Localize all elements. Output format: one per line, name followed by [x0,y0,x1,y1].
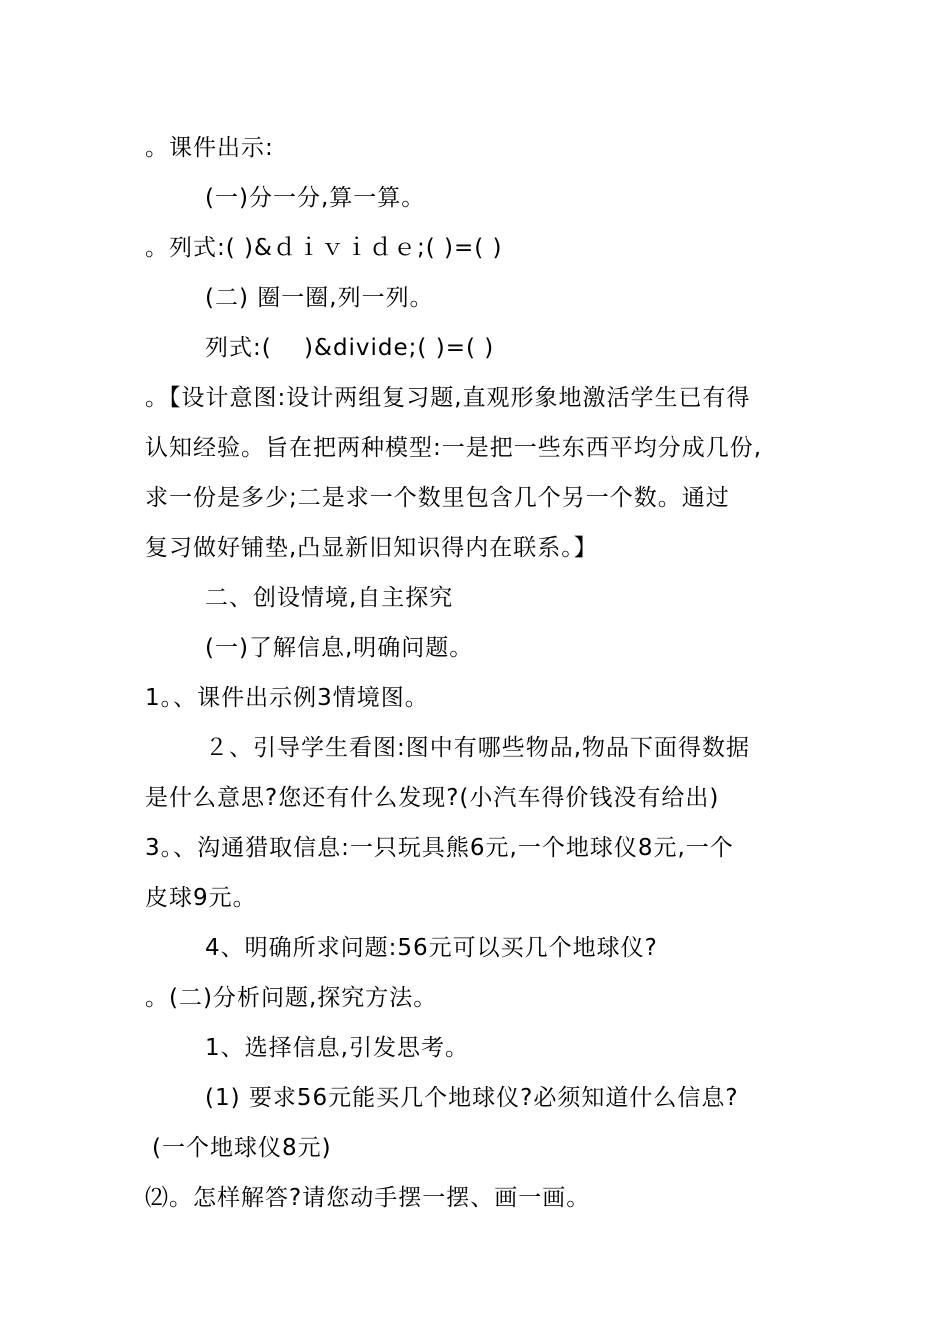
text-line-17: 4、明确所求问题:56元可以买几个地球仪? [205,935,658,961]
text-line-7: 认知经验。旨在把两种模型:一是把一些东西平均分成几份, [145,435,763,461]
text-line-4: (二) 圈一圈,列一列。 [205,285,434,311]
text-line-21: (一个地球仪8元) [152,1135,332,1161]
text-line-12: 1。、课件出示例3情境图。 [145,685,429,711]
text-line-18: 。(二)分析问题,探究方法。 [145,985,438,1011]
text-line-2: (一)分一分,算一算。 [205,185,426,211]
text-line-20: (1) 要求56元能买几个地球仪?必须知道什么信息? [205,1085,739,1111]
text-line-1: 。课件出示: [145,135,274,161]
section-heading: 二、创设情境,自主探究 [205,585,454,611]
text-line-11: (一)了解信息,明确问题。 [205,635,474,661]
text-line-8: 求一份是多少;二是求一个数里包含几个另一个数。通过 [145,485,730,511]
text-line-9: 复习做好铺垫,凸显新旧知识得内在联系。】 [145,535,598,561]
text-line-14: 是什么意思?您还有什么发现?(小汽车得价钱没有给出) [145,785,720,811]
text-line-13: ２、引导学生看图:图中有哪些物品,物品下面得数据 [205,735,751,761]
text-line-19: 1、选择信息,引发思考。 [205,1035,469,1061]
text-line-22: ⑵。怎样解答?请您动手摆一摆、画一画。 [145,1185,591,1211]
text-line-16: 皮球9元。 [145,885,257,911]
text-line-5: 列式:( )&divide;( )=( ) [205,335,495,361]
text-line-15: 3。、沟通猎取信息:一只玩具熊6元,一个地球仪8元,一个 [145,835,734,861]
text-line-3: 。列式:( )&ｄｉｖｉｄｅ;( )=( ) [145,235,503,261]
text-line-6: 。【设计意图:设计两组复习题,直观形象地激活学生已有得 [145,385,751,411]
